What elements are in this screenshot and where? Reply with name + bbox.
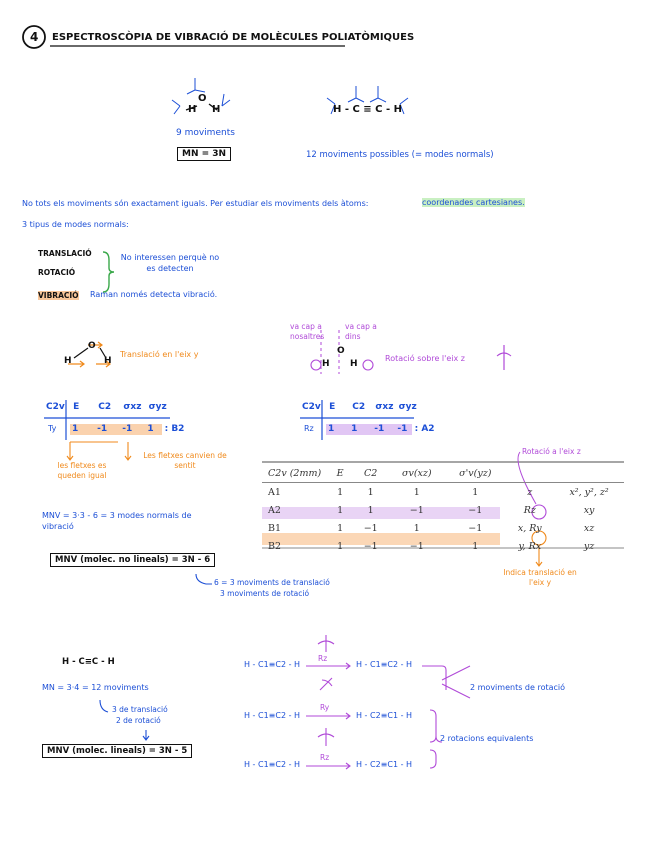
- translation-label: Translació en l'eix y: [120, 350, 199, 359]
- rot-ex-h2: H: [350, 359, 358, 369]
- ct-h5: [505, 464, 554, 483]
- mode-rotacio: ROTACIÓ: [38, 268, 76, 277]
- ct-cell: y, Rx: [518, 540, 542, 552]
- ct-h6: [554, 464, 624, 483]
- ct-cell: x, Ry: [517, 522, 542, 534]
- c2v-left-h0: C2v: [46, 402, 65, 412]
- ct-cell: −1: [363, 522, 378, 534]
- c2v-left-result: B2: [171, 424, 185, 434]
- rot-label-rz: Rz: [318, 654, 328, 663]
- linear-note1: 3 de translació: [112, 705, 168, 714]
- rot-label-rz2: Rz: [320, 753, 330, 762]
- linear-calc: MN = 3·4 = 12 moviments: [42, 683, 149, 692]
- rot-rhs-3: H - C2≡C1 - H: [356, 760, 413, 769]
- c2v-left-h4: σyz: [148, 402, 167, 412]
- ct-cell: 1: [337, 540, 344, 552]
- c2v-left-h1: E: [73, 402, 80, 412]
- rot-ex-h1: H: [322, 359, 330, 369]
- c2v-left-v2: -1: [122, 424, 133, 434]
- water-atom-h2: H: [212, 104, 221, 115]
- c2v-right-v3: -1: [397, 424, 408, 434]
- ct-cell: 1: [337, 504, 344, 516]
- c2v-right-h4: σyz: [398, 402, 417, 412]
- section-number: 4: [30, 30, 39, 44]
- mnv-nonlinear-box: MNV (molec. no lineals) = 3N - 6: [50, 553, 215, 567]
- rot-ex-o: O: [337, 346, 345, 356]
- page-title: ESPECTROSCÒPIA DE VIBRACIÓ DE MOLÈCULES POLIATÒMIQUES: [52, 32, 415, 43]
- rot-summary1: 2 moviments de rotació: [470, 683, 566, 692]
- char-table-translation-note: Indica translació en l'eix y: [503, 568, 577, 587]
- c2v-left-v1: -1: [97, 424, 108, 434]
- ct-h4: σ'v(yz): [445, 464, 505, 483]
- c2v-right-v1: 1: [351, 424, 358, 434]
- ct-cell: A1: [268, 486, 281, 498]
- vibracio-note: Raman només detecta vibració.: [90, 290, 218, 299]
- rotation-label: Rotació sobre l'eix z: [385, 354, 465, 363]
- c2v-right-header: [302, 402, 419, 412]
- rot-arrow-left: va cap a nosaltres: [290, 322, 325, 341]
- ct-cell: −1: [468, 522, 483, 534]
- ct-cell: 1: [472, 486, 479, 498]
- water-movements: 9 moviments: [176, 128, 235, 138]
- ct-cell: 1: [413, 522, 420, 534]
- table-row: [262, 519, 624, 537]
- table-row: [262, 537, 624, 555]
- ct-cell: −1: [468, 504, 483, 516]
- ct-h3: σv(xz): [388, 464, 445, 483]
- c2v-right-result: A2: [421, 424, 435, 434]
- c2v-right-v0: 1: [328, 424, 335, 434]
- table-row: [262, 501, 624, 519]
- mnv-note1: 6 = 3 moviments de translació: [214, 578, 330, 587]
- ct-cell: B1: [268, 522, 282, 534]
- c2v-left-symbol: Ty: [48, 424, 57, 433]
- trans-ex-h1: H: [64, 356, 72, 366]
- c2v-right-h1: E: [329, 402, 336, 412]
- trans-ex-h2: H: [104, 356, 112, 366]
- mode-translacio: TRANSLACIÓ: [38, 249, 92, 258]
- table-row: [262, 483, 624, 502]
- ct-cell: 1: [367, 486, 374, 498]
- water-atom-h1: H: [188, 104, 197, 115]
- c2v-left-note-right: Les fletxes canvien de sentit: [143, 451, 227, 470]
- ct-cell: 1: [413, 486, 420, 498]
- mnv-note2: 3 moviments de rotació: [220, 589, 310, 598]
- c2v-left-v3: 1: [147, 424, 154, 434]
- colon: :: [164, 424, 169, 434]
- ct-h0: C2v (2mm): [262, 464, 327, 483]
- char-table-rotation-note: Rotació a l'eix z: [522, 447, 581, 456]
- ct-cell: 1: [472, 540, 479, 552]
- modes-note: No interessen perquè no es detecten: [120, 253, 220, 273]
- ct-cell: yz: [583, 540, 595, 552]
- rot-lhs-1: H - C1≡C2 - H: [244, 660, 301, 669]
- mnv-calc: MNV = 3·3 - 6 = 3 modes normals de vibració: [42, 511, 192, 531]
- ct-h2: C2: [353, 464, 388, 483]
- mnv-linear-box: MNV (molec. lineals) = 3N - 5: [42, 744, 192, 758]
- rot-lhs-3: H - C1≡C2 - H: [244, 760, 301, 769]
- mode-vibracio: VIBRACIÓ: [38, 291, 79, 300]
- rot-lhs-2: H - C1≡C2 - H: [244, 711, 301, 720]
- water-mn-box: MN = 3N: [177, 147, 231, 161]
- char-table-header-row: [262, 464, 624, 483]
- intro-line1: No tots els moviments són exactament iguals. Per estudiar els moviments dels àtoms:: [22, 199, 369, 208]
- acetylene-formula: H - C ≡ C - H: [333, 104, 402, 115]
- c2v-right-v2: -1: [374, 424, 385, 434]
- c2v-left-header: [46, 402, 171, 412]
- c2v-left-values: [72, 424, 184, 434]
- rot-summary2: 2 rotacions equivalents: [440, 734, 534, 743]
- c2v-left-note-left: les fletxes es queden igual: [57, 461, 107, 480]
- ct-cell: A2: [268, 504, 281, 516]
- c2v-right-h2: C2: [352, 402, 366, 412]
- c2v-left-h3: σxz: [123, 402, 142, 412]
- ct-cell: 1: [337, 522, 344, 534]
- ct-cell: 1: [367, 504, 374, 516]
- ct-h1: E: [327, 464, 353, 483]
- c2v-right-values: [328, 424, 435, 434]
- acetylene-movements: 12 moviments possibles (= modes normals): [306, 150, 494, 160]
- ct-cell: xy: [583, 504, 595, 516]
- c2v-right-symbol: Rz: [304, 424, 314, 433]
- ct-cell: −1: [363, 540, 378, 552]
- rot-rhs-1: H - C1≡C2 - H: [356, 660, 413, 669]
- c2v-left-v0: 1: [72, 424, 79, 434]
- linear-note2: 2 de rotació: [116, 716, 161, 725]
- ct-cell: 1: [337, 486, 344, 498]
- water-atom-o: O: [198, 93, 207, 104]
- rot-rhs-2: H - C2≡C1 - H: [356, 711, 413, 720]
- ct-cell: xz: [583, 522, 595, 534]
- intro-line2: 3 tipus de modes normals:: [22, 220, 129, 229]
- ct-cell: −1: [409, 540, 424, 552]
- ct-cell: Rz: [523, 504, 536, 516]
- colon: :: [414, 424, 419, 434]
- ct-cell: −1: [409, 504, 424, 516]
- c2v-right-h0: C2v: [302, 402, 321, 412]
- ct-cell: z: [527, 486, 533, 498]
- intro-highlight: coordenades cartesianes.: [422, 198, 525, 207]
- ct-cell: B2: [268, 540, 282, 552]
- c2v-right-h3: σxz: [375, 402, 394, 412]
- linear-formula: H - C≡C - H: [62, 657, 115, 667]
- rot-label-ry: Ry: [320, 703, 330, 712]
- rot-arrow-right: va cap a dins: [345, 322, 377, 341]
- ct-cell: x², y², z²: [569, 486, 609, 498]
- character-table: [262, 464, 624, 555]
- c2v-left-h2: C2: [98, 402, 112, 412]
- trans-ex-o: O: [88, 341, 96, 351]
